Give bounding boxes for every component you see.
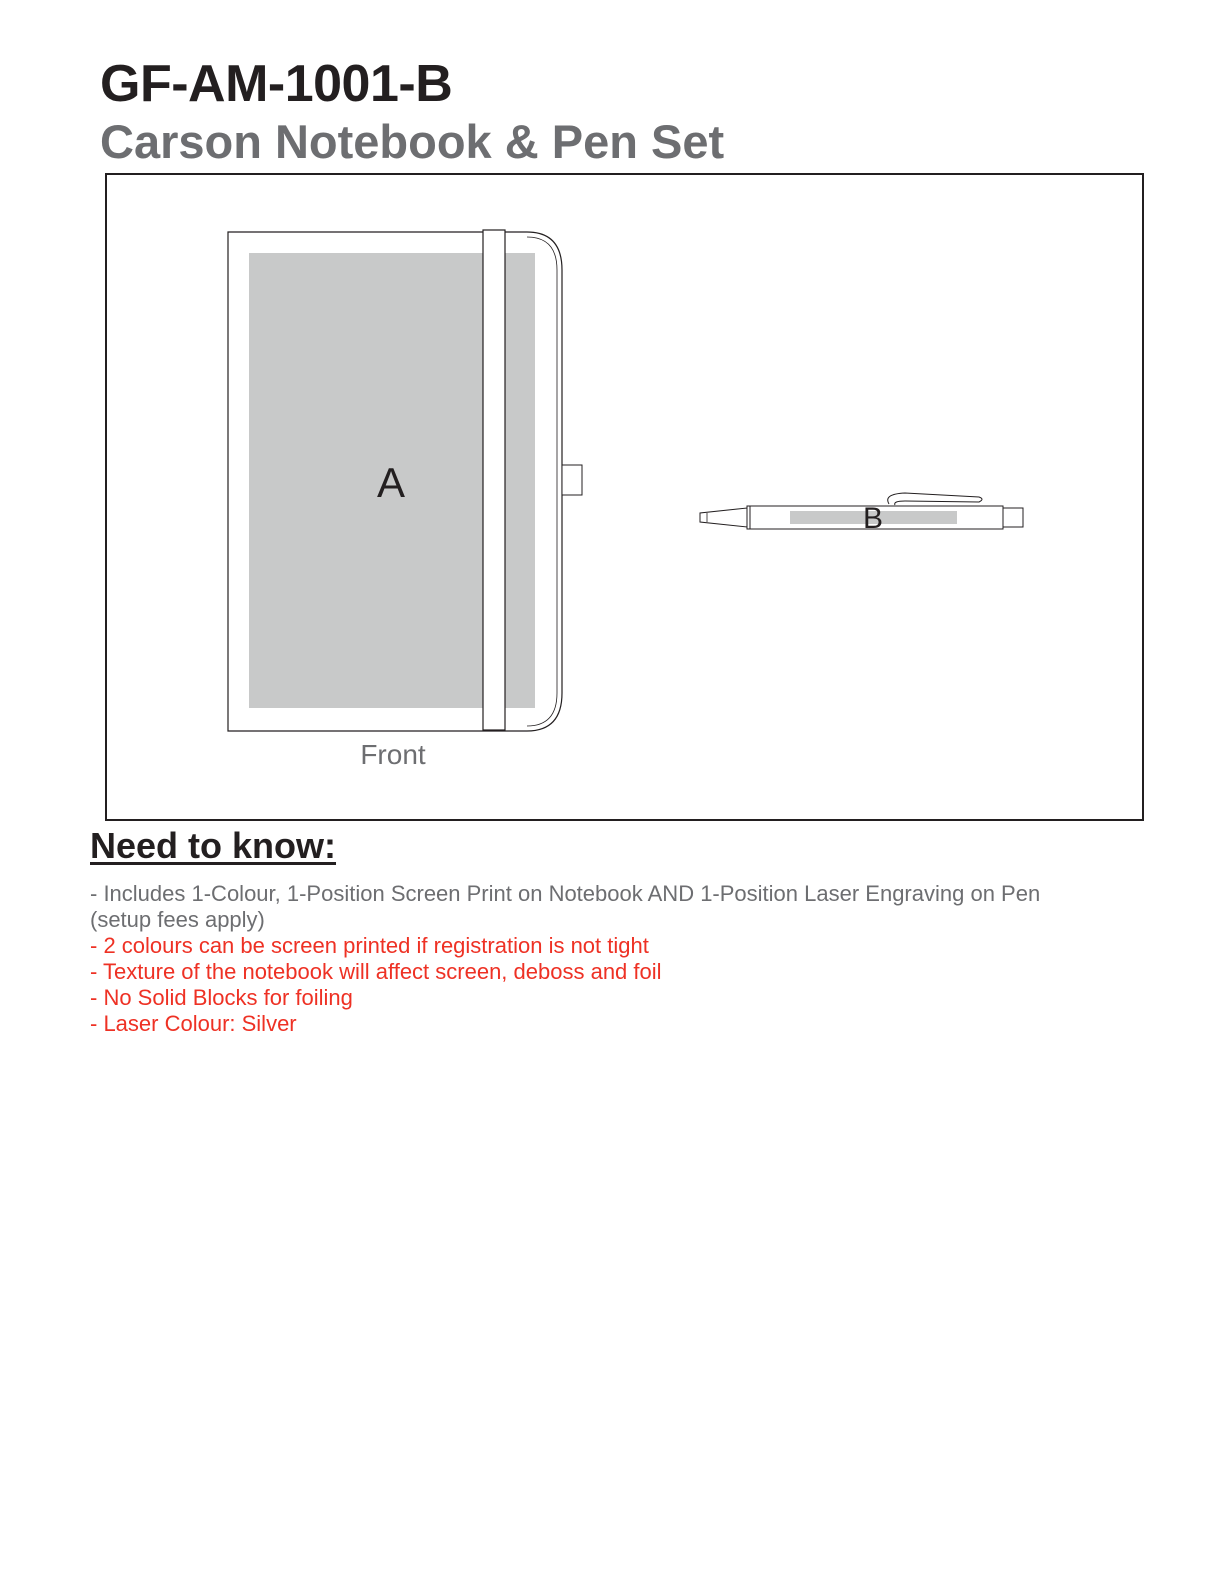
note-item: - Laser Colour: Silver <box>90 1011 297 1036</box>
notebook-drawing <box>228 230 582 770</box>
pen-area-label: B <box>862 502 884 535</box>
note-item: - 2 colours can be screen printed if registration is not tight <box>90 933 649 958</box>
product-diagram-panel <box>105 173 1144 821</box>
product-diagram <box>107 175 1146 823</box>
notebook-elastic-band <box>483 230 505 730</box>
need-to-know-list <box>90 881 1100 1037</box>
notebook-area-label: A <box>376 459 406 506</box>
need-to-know-heading: Need to know: <box>90 825 337 866</box>
pen-end-cap <box>1003 508 1023 527</box>
note-item: - No Solid Blocks for foiling <box>90 985 353 1010</box>
product-code: GF-AM-1001-B <box>100 55 453 113</box>
note-item: - Texture of the notebook will affect screen, deboss and foil <box>90 959 662 984</box>
pen-clip <box>888 493 982 505</box>
notebook-view-label: Front <box>360 739 426 770</box>
notebook-pen-loop <box>562 465 582 495</box>
product-name: Carson Notebook & Pen Set <box>100 115 725 168</box>
pen-drawing <box>700 493 1023 535</box>
note-item: - Includes 1-Colour, 1-Position Screen Print on Notebook AND 1-Position Laser Engraving on Pen (setup fees apply) <box>90 881 1041 932</box>
